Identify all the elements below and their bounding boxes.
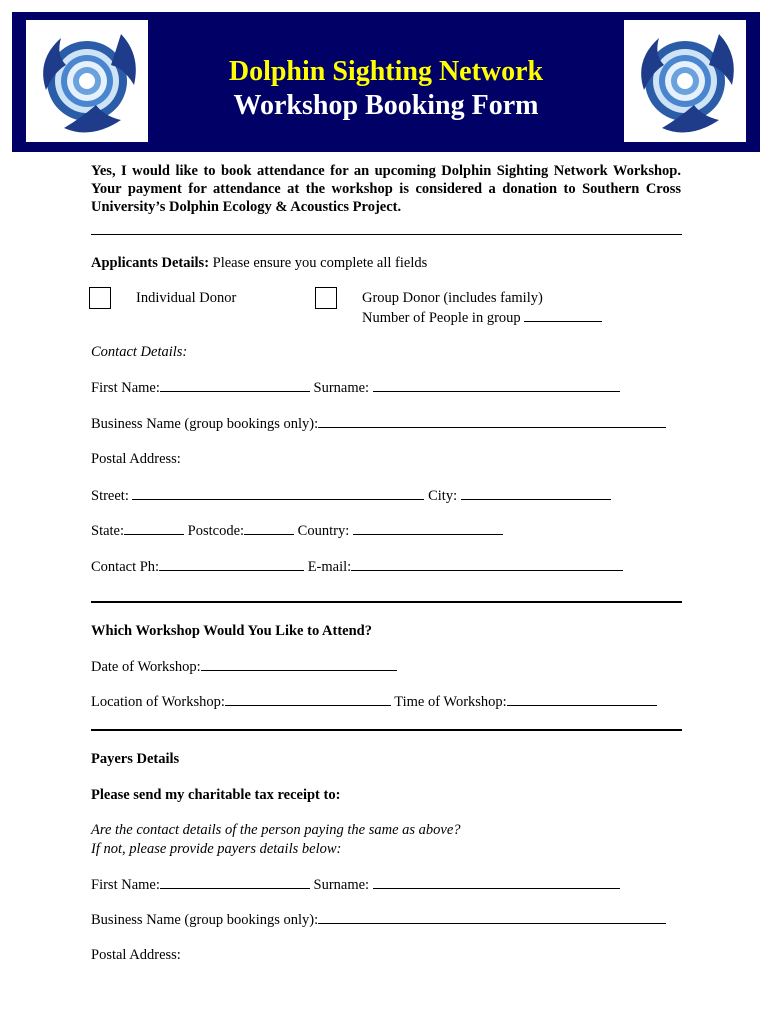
business-name-label: Business Name (group bookings only):	[91, 416, 319, 432]
form-title: Dolphin Sighting Network	[228, 56, 544, 87]
street-label: Street:	[91, 488, 129, 504]
payer-business-name-label: Business Name (group bookings only):	[91, 912, 319, 928]
business-name-row	[91, 415, 666, 433]
postcode-label: Postcode:	[187, 523, 245, 539]
workshop-location-row	[91, 693, 657, 711]
workshop-location-label: Location of Workshop:	[91, 694, 225, 710]
divider	[91, 729, 682, 731]
payers-question-line2: If not, please provide payers details below:	[91, 841, 342, 857]
payer-first-name-label: First Name:	[91, 877, 160, 893]
state-row	[91, 522, 503, 540]
payer-surname-input[interactable]	[373, 876, 620, 889]
street-row	[91, 487, 611, 505]
payer-business-name-row	[91, 911, 666, 929]
postal-address-label: Postal Address:	[91, 451, 181, 467]
email-label: E-mail:	[307, 559, 352, 575]
workshop-time-label: Time of Workshop:	[394, 694, 507, 710]
group-people-label: Number of People in group	[362, 310, 521, 326]
phone-label: Contact Ph:	[91, 559, 160, 575]
city-label: City:	[428, 488, 458, 504]
payer-postal-address-label: Postal Address:	[91, 947, 181, 963]
workshop-location-input[interactable]	[225, 693, 391, 706]
payer-first-name-row	[91, 876, 620, 894]
group-donor-checkbox[interactable]	[315, 287, 337, 309]
payers-question-line1: Are the contact details of the person paying the same as above?	[91, 822, 461, 838]
workshop-date-input[interactable]	[201, 658, 397, 671]
first-name-input[interactable]	[160, 379, 310, 392]
divider	[91, 234, 682, 235]
first-name-row	[91, 379, 620, 397]
header-banner	[12, 12, 760, 152]
postcode-input[interactable]	[244, 522, 294, 535]
individual-donor-checkbox[interactable]	[89, 287, 111, 309]
payer-surname-label: Surname:	[313, 877, 370, 893]
payers-heading: Payers Details	[91, 751, 180, 767]
country-label: Country:	[297, 523, 350, 539]
form-subtitle: Workshop Booking Form	[233, 90, 539, 121]
city-input[interactable]	[461, 487, 611, 500]
receipt-heading: Please send my charitable tax receipt to:	[91, 787, 341, 803]
phone-row	[91, 558, 623, 576]
street-input[interactable]	[132, 487, 424, 500]
workshop-heading: Which Workshop Would You Like to Attend?	[91, 623, 372, 639]
business-name-input[interactable]	[318, 415, 666, 428]
phone-input[interactable]	[159, 558, 304, 571]
group-people-field	[362, 309, 602, 327]
applicants-heading: Applicants Details:	[91, 255, 210, 271]
first-name-label: First Name:	[91, 380, 160, 396]
state-input[interactable]	[124, 522, 184, 535]
applicants-note: Please ensure you complete all fields	[212, 255, 428, 271]
contact-heading: Contact Details:	[91, 344, 188, 360]
surname-label: Surname:	[313, 380, 370, 396]
applicants-section	[91, 255, 427, 272]
workshop-date-label: Date of Workshop:	[91, 659, 201, 675]
surname-input[interactable]	[373, 379, 620, 392]
country-input[interactable]	[353, 522, 503, 535]
workshop-time-input[interactable]	[507, 693, 657, 706]
group-donor-label: Group Donor (includes family)	[362, 290, 543, 306]
state-label: State:	[91, 523, 125, 539]
individual-donor-label: Individual Donor	[136, 290, 237, 306]
workshop-date-row	[91, 658, 397, 676]
group-people-input[interactable]	[524, 309, 602, 322]
intro-text: Yes, I would like to book attendance for an upcoming Dolphin Sighting Network Workshop. Your payment for attendance at the workshop is considered a donation to Southern Cross University’s Dolphin Ecology & Acoustics Project.	[91, 163, 681, 215]
payer-first-name-input[interactable]	[160, 876, 310, 889]
payer-business-name-input[interactable]	[318, 911, 666, 924]
email-input[interactable]	[351, 558, 623, 571]
divider	[91, 601, 682, 603]
